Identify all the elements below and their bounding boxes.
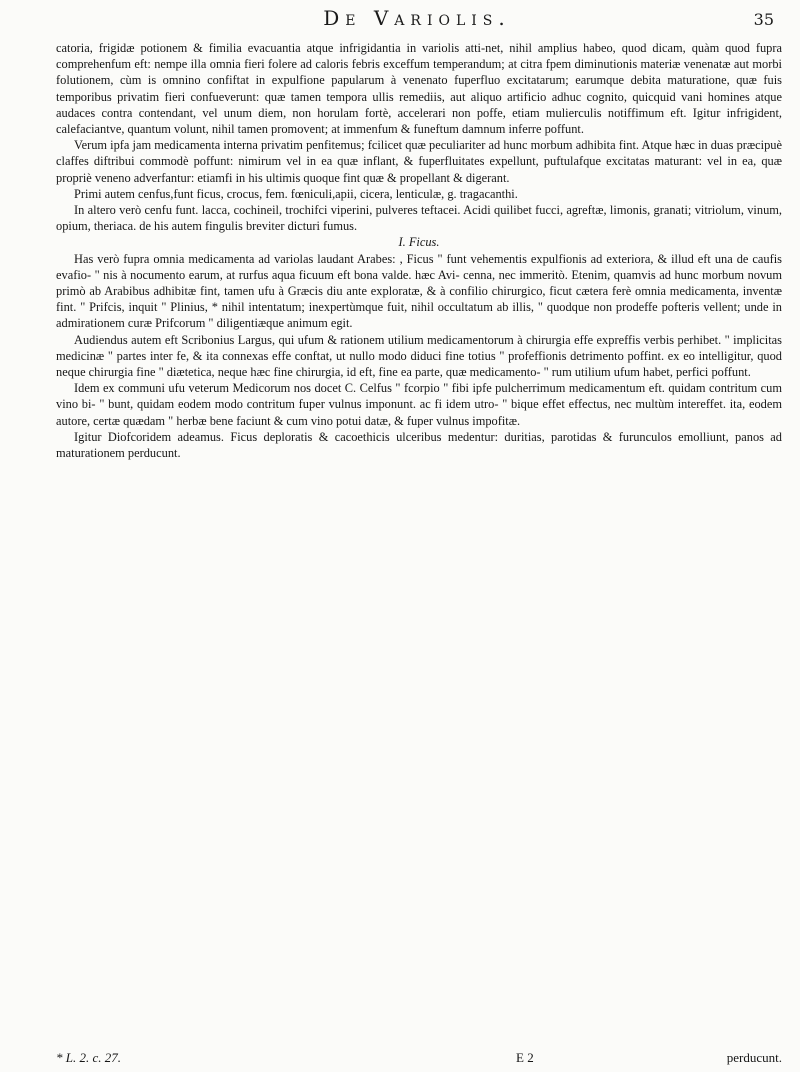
paragraph-scribonius: Audiendus autem eft Scribonius Largus, qui ufum & rationem utilium medicamentorum à chirurgia effe expreffis verbis perhibet. " implicitas medicinæ " partes inter fe, & ita connexas effe conftat, ut nullo modo diduci fine totius " profeffionis detrimento poffint. ex eo intelligitur, quod neque chirurgia fine " diætetica, neque hæc fine chirurgia, id eft, fine ea parte, quæ medicamento- " rum utilium ufum habet, perfici poffunt. bbox=[56, 332, 782, 380]
body-text bbox=[56, 40, 782, 461]
catchword: perducunt. bbox=[726, 1050, 782, 1065]
paragraph-second-class: In altero verò cenfu funt. lacca, cochineil, trochifci viperini, pulveres teftacei. Acidi quilibet fucci, agreftæ, limonis, granati; vitriolum, vinum, opium, theriaca. de his autem fingulis breviter dicturi fumus. bbox=[56, 203, 782, 234]
page-number: 35 bbox=[753, 10, 774, 29]
paragraph-first-class: Primi autem cenfus,funt ficus, crocus, fem. fœniculi,apii, cicera, lenticulæ, g. tragacanthi. bbox=[74, 186, 518, 201]
paragraph-internal-medicines: Verum ipfa jam medicamenta interna privatim penfitemus; fcilicet quæ peculiariter ad hunc morbum adhibita fint. Atque hæc in duas præcipuè claffes diftribui commodè poffunt: nimirum vel in ea quæ inflant, & fuperfluitates expellunt, puftulafque excitatas maturant: vel in ea, quæ propriè veneno adverfantur: etiamfi in his ultimis quoque fint quæ & propellant & digerant. bbox=[56, 138, 782, 185]
page-footer bbox=[56, 1050, 782, 1070]
running-head-title: De Variolis. bbox=[323, 6, 511, 30]
paragraph-dioscorides: Igitur Diofcoridem adeamus. Ficus deploratis & cacoethicis ulceribus medentur: duritias, parotidas & furunculos emolliunt, panos ad maturationem perducunt. bbox=[56, 429, 782, 461]
paragraph-celsus: Idem ex communi ufu veterum Medicorum nos docet C. Celfus " fcorpio " fibi ipfe pulcherrimum medicamentum eft. quidam contritum cum vino bi- " bunt, quidam eodem modo contritum fuper vulnus imponunt. ac fi idem utro- " bique effet effectus, nec multùm intereffet. ita, eodem autore, certæ quædam " herbæ bene faciunt & cum vino potui datæ, & fuper vulnus impofitæ. bbox=[56, 381, 782, 428]
running-head bbox=[60, 6, 774, 36]
signature-mark: E 2 bbox=[516, 1050, 534, 1065]
footnote-reference: * L. 2. c. 27. bbox=[56, 1050, 121, 1065]
section-heading-ficus: I. Ficus. bbox=[398, 235, 440, 250]
paragraph-continued: catoria, frigidæ potionem & fimilia evacuantia atque infrigidantia in variolis atti-net, nihil amplius habeo, quod dicam, quàm quod fupra comprehenfum eft: nempe illa omnia fieri folere ad caloris febris exceffum temperandum; at citra fpem diminutionis materiæ venenatæ aut morbi folutionem, cùm is omnino confiftat in expulfione papularum à venenato fuperfluo excitatarum; earumque debita maturatione, quæ fuis temporibus privatim fieri confueverunt: quæ tamen tempora ullis remediis, aut aliquo artificio adhuc cognito, quicquid vani homines atque audaces contra contendant, vel unum diem, non horulam fortè, accelerari non poffe, etiam mulierculis notiffimum eft. Igitur infrigident, calefaciantve, quantum volunt, nihil tamen promovent; at immenfum & funeftum damnum inferre poffunt. bbox=[56, 41, 782, 137]
paragraph-arabes: Has verò fupra omnia medicamenta ad variolas laudant Arabes: , Ficus " funt vehementis expulfionis ad exteriora, & illud eft una de caufis evafio- " nis à nocumento earum, at rurfus aqua ficuum eft bona valde. hæc Avi- cenna, nec immeritò. Etenim, quamvis ad hunc morbum novum primò ab Arabibus adhibitæ fint, tamen ufu à Græcis diu ante exploratæ, & à confilio chirurgico, ficut cætera ferè omnia medicamenta, inventæ fint. " Prifcis, inquit " Plinius, * nihil intentatum; inexpertùmque fuit, nihil occultatum ab illis, " quodque non prodeffe pofteris vellent; unde in admirationem curæ Prifcorum " diligentiæque animum egit. bbox=[56, 251, 782, 331]
